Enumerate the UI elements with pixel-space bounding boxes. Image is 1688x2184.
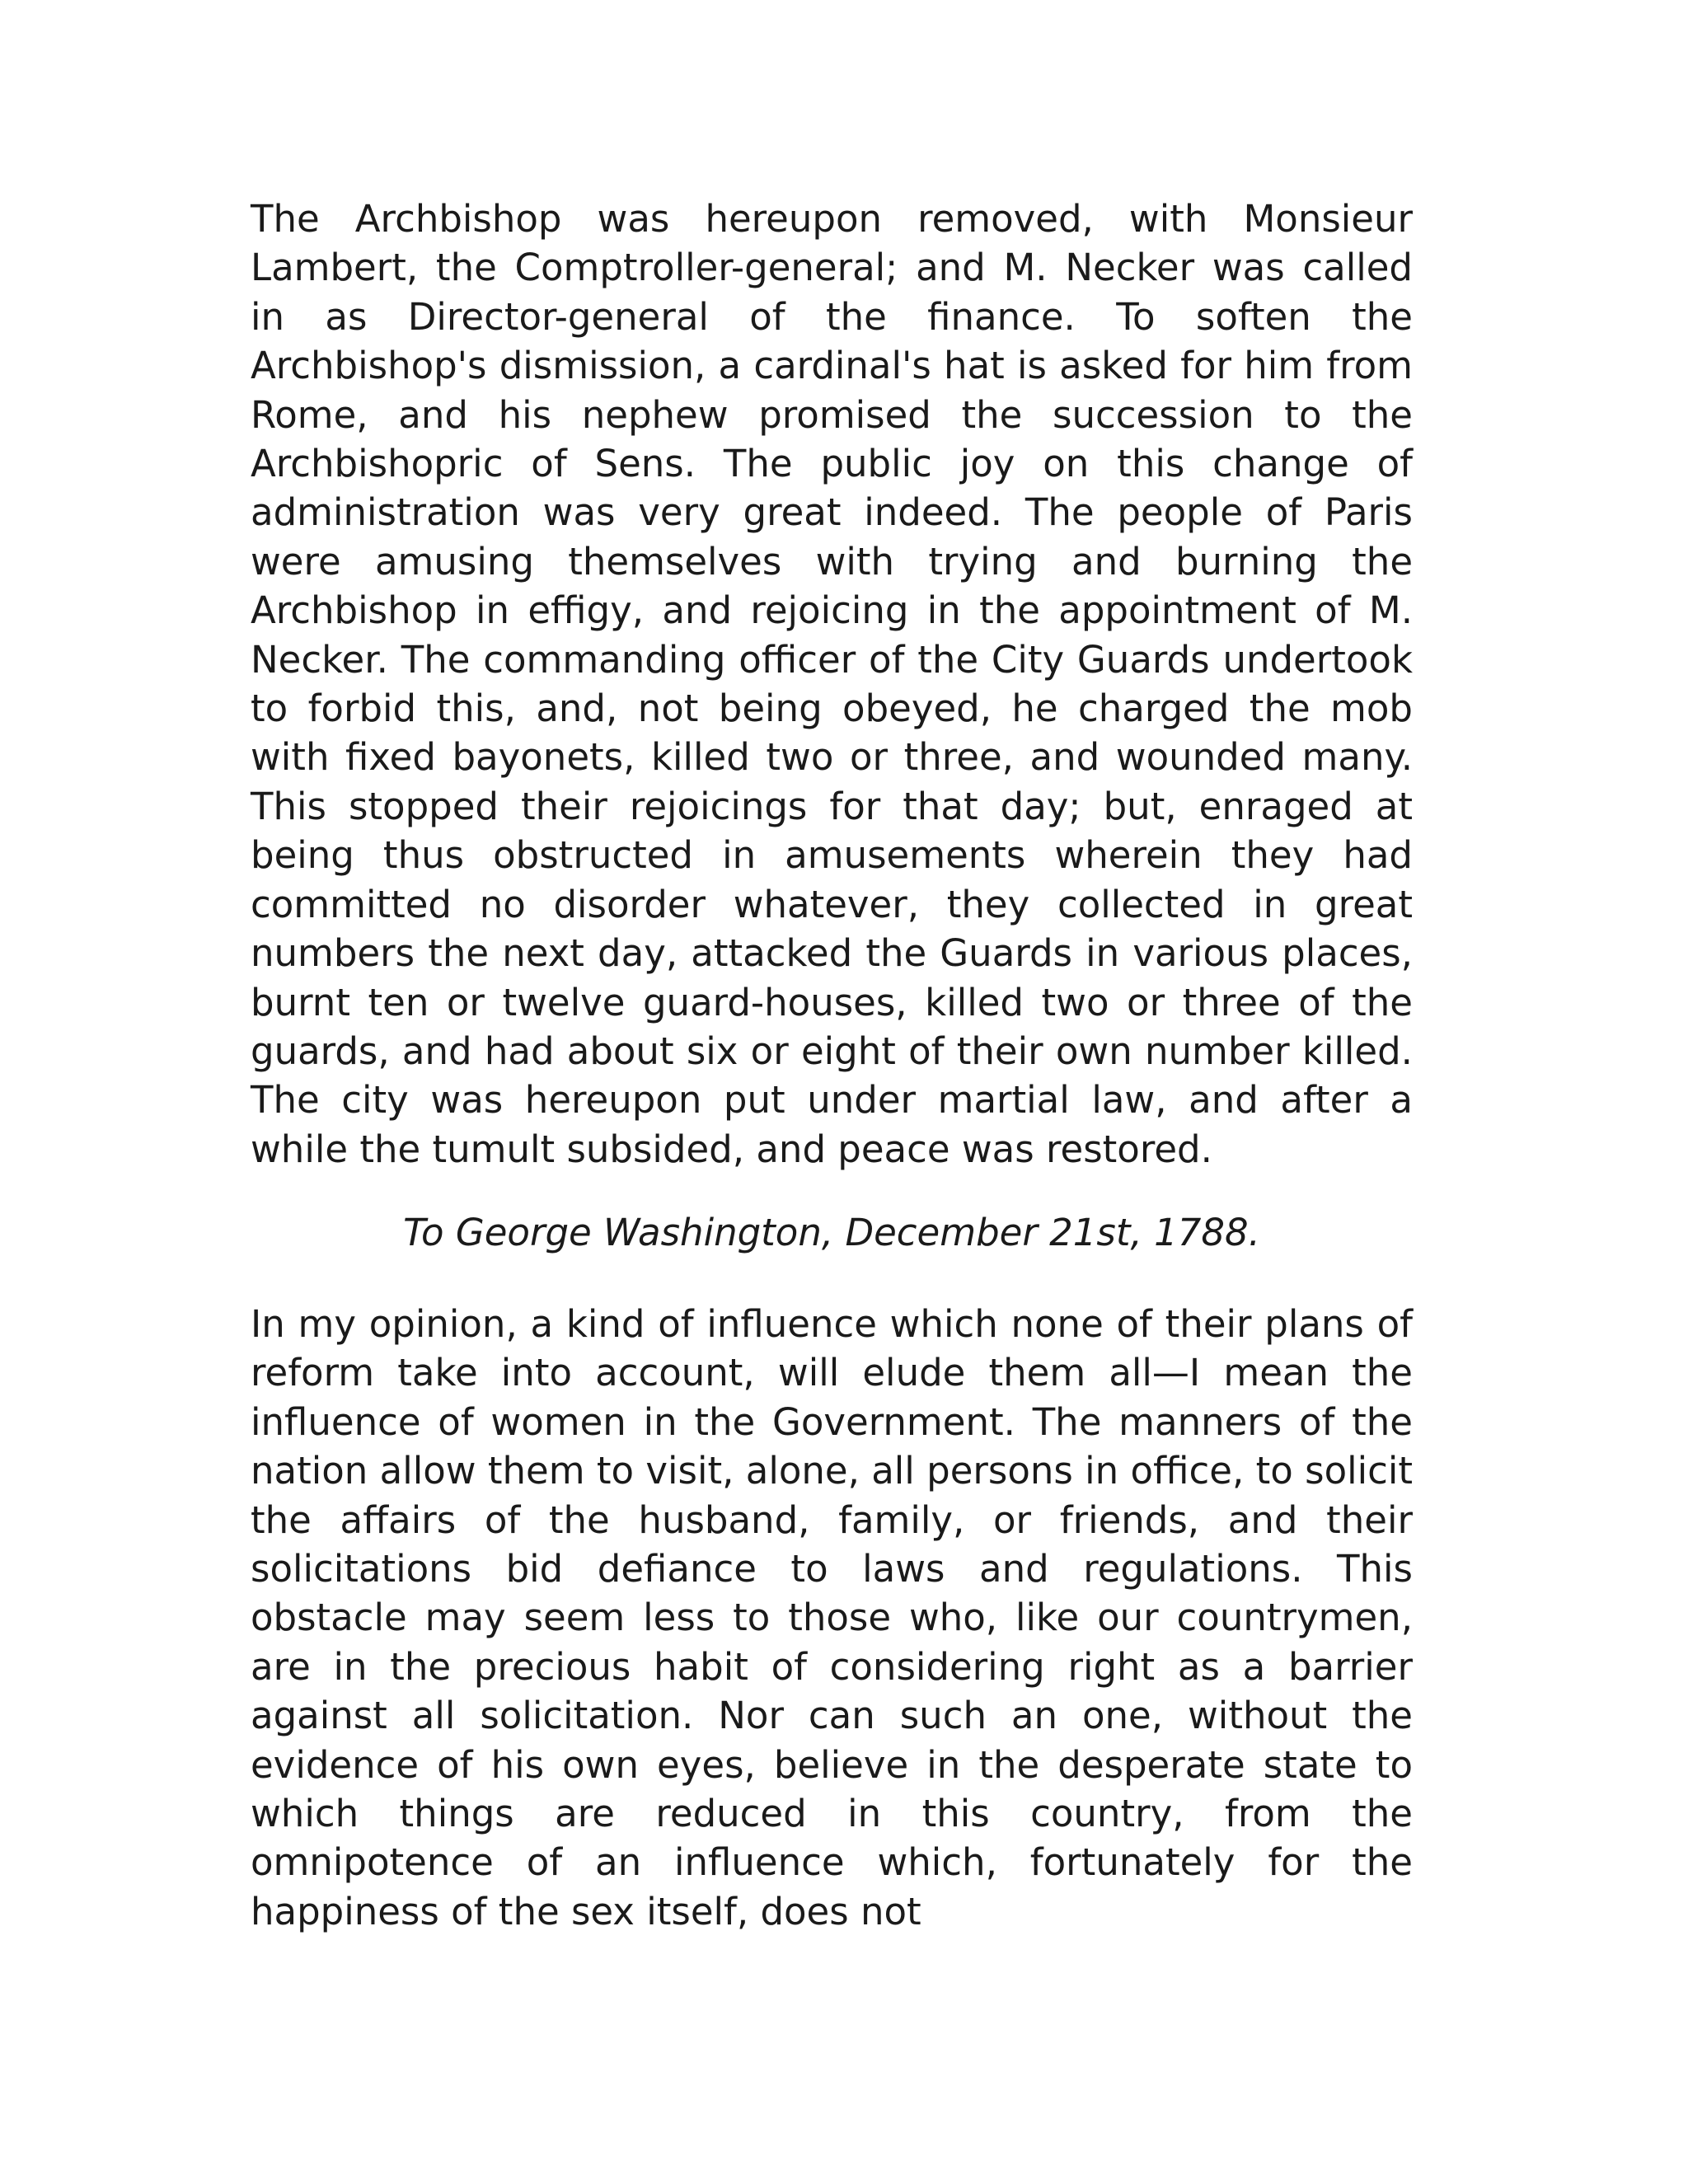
body-paragraph-influence-of-women: In my opinion, a kind of influence which none of their plans of reform take into account, will elude them all—I mean the influence of women in the Government. The manners of the nation allow them to visit, alone, all persons in office, to solicit the affairs of the husband, family, or friends, and their solicitations bid defiance to laws and regulations. This obstacle may seem less to those who, like our countrymen, are in the precious habit of considering right as a barrier against all solicitation. Nor can such an one, without the evidence of his own eyes, believe in the desperate state to which things are reduced in this country, from the omnipotence of an influence which, fortunately for the happiness of the sex itself, does not — [251, 1302, 1413, 1933]
body-paragraph-archbishop: The Archbishop was hereupon removed, with Monsieur Lambert, the Comptroller-general; and M. Necker was called in as Director-general of the finance. To soften the Archbishop's dismission, a cardinal's hat is asked for him from Rome, and his nephew promised the succession to the Archbishopric of Sens. The public joy on this change of administration was very great indeed. The people of Paris were amusing themselves with trying and burning the Archbishop in effigy, and rejoicing in the appointment of M. Necker. The commanding officer of the City Guards undertook to forbid this, and, not being obeyed, he charged the mob with fixed bayonets, killed two or three, and wounded many. This stopped their rejoicings for that day; but, enraged at being thus obstructed in amusements wherein they had committed no disorder whatever, they collected in great numbers the next day, attacked the Guards in various places, burnt ten or twelve guard-houses, killed two or three of the guards, and had about six or eight of their own number killed. The city was hereupon put under martial law, and after a while the tumult subsided, and peace was restored. — [251, 197, 1413, 1171]
letter-heading: To George Washington, December 21st, 1788. — [403, 1211, 1260, 1254]
